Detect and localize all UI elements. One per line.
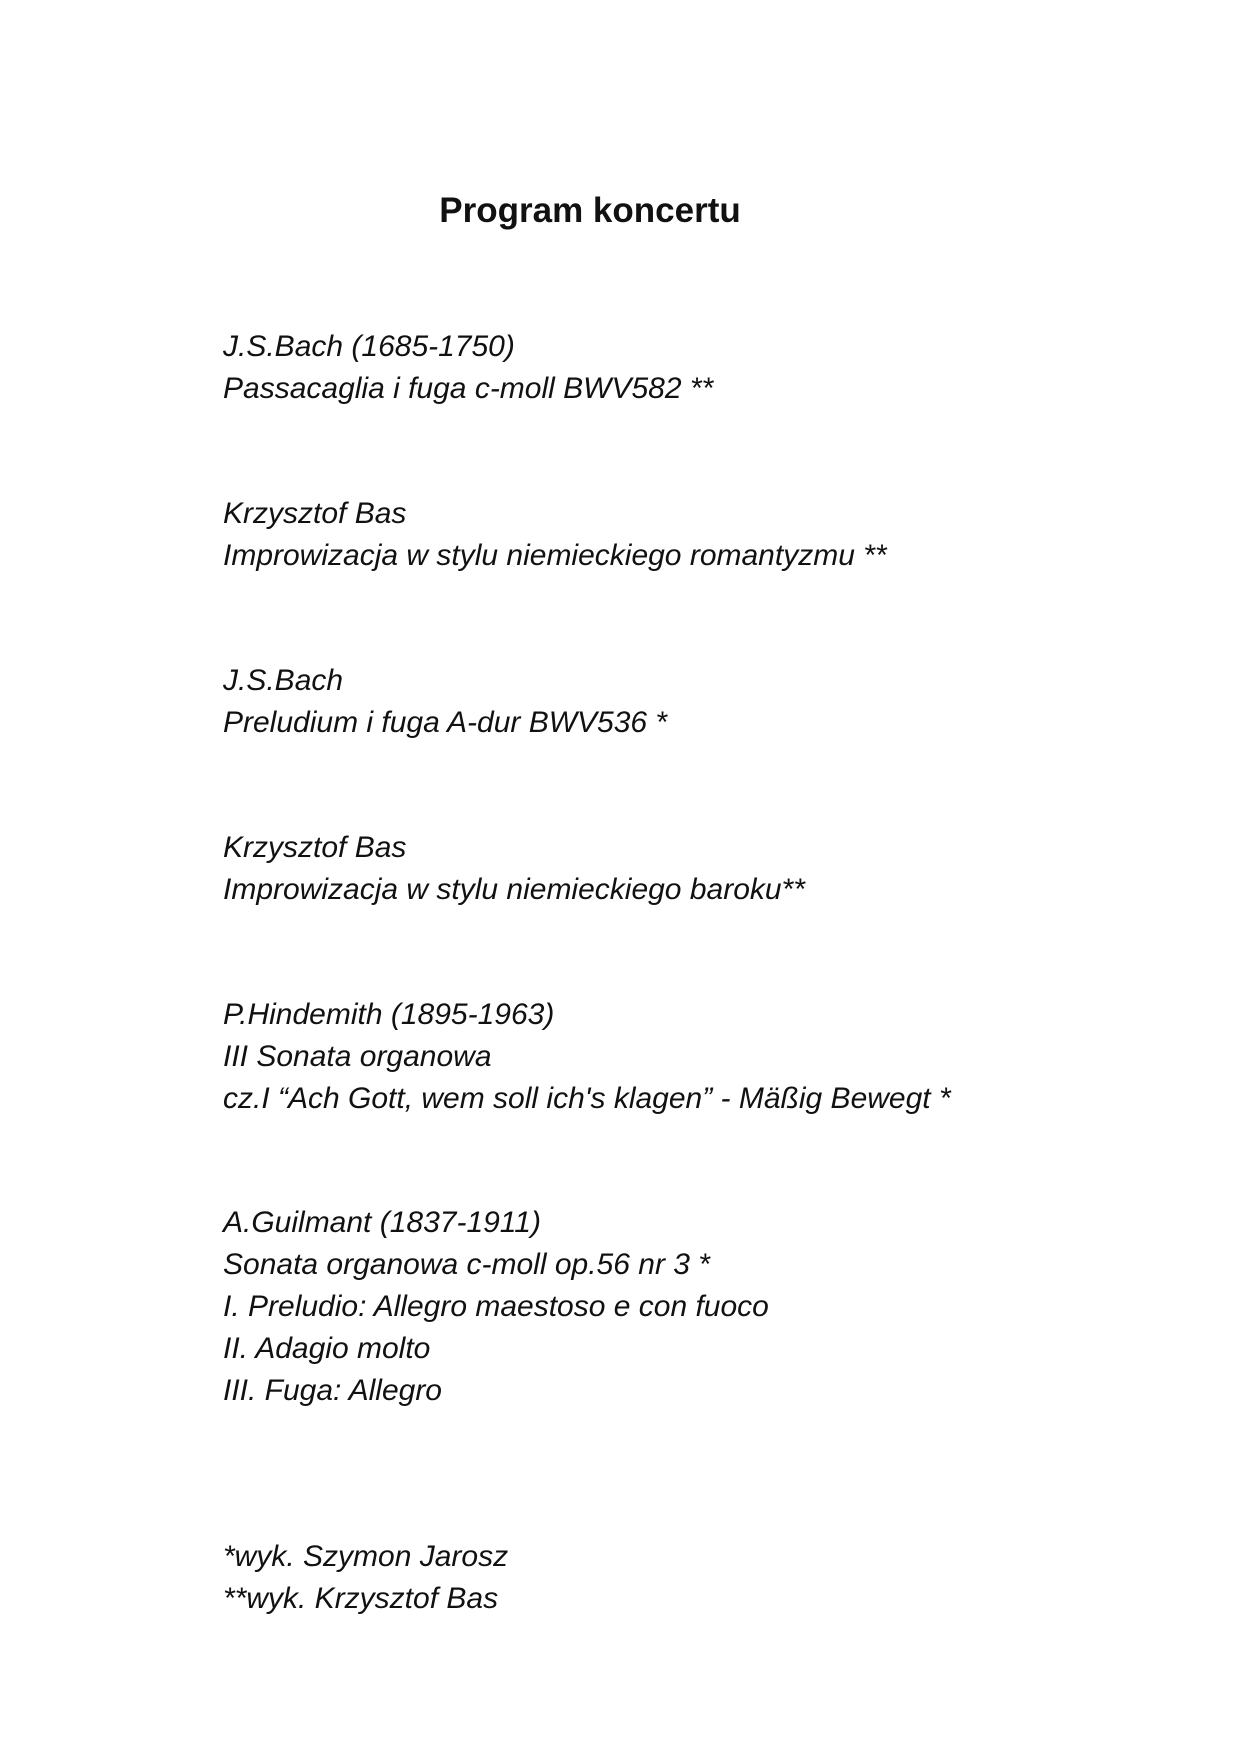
composer-line: J.S.Bach: [223, 664, 344, 697]
work-line: III Sonata organowa: [223, 1040, 492, 1073]
performer-line: *wyk. Szymon Jarosz: [223, 1540, 509, 1573]
movement-line: II. Adagio molto: [223, 1332, 431, 1365]
program-entry-2: [223, 493, 887, 577]
composer-line: Krzysztof Bas: [223, 497, 407, 530]
work-line: Improwizacja w stylu niemieckiego romantyzmu **: [223, 539, 887, 572]
composer-line: P.Hindemith (1895-1963): [223, 998, 555, 1031]
composer-line: J.S.Bach (1685-1750): [223, 330, 515, 363]
program-entry-3: [223, 660, 667, 744]
work-line: Improwizacja w stylu niemieckiego baroku**: [223, 873, 805, 906]
work-line: Preludium i fuga A-dur BWV536 *: [223, 706, 668, 739]
performers-note: [223, 1536, 508, 1620]
work-line: Passacaglia i fuga c-moll BWV582 **: [223, 372, 714, 405]
performer-line: **wyk. Krzysztof Bas: [223, 1582, 499, 1615]
movement-line: I. Preludio: Allegro maestoso e con fuoco: [223, 1290, 769, 1323]
program-entry-5: [223, 994, 951, 1120]
composer-line: A.Guilmant (1837-1911): [223, 1206, 541, 1239]
program-entry-6: [223, 1202, 769, 1412]
composer-line: Krzysztof Bas: [223, 831, 407, 864]
work-line: Sonata organowa c-moll op.56 nr 3 *: [223, 1248, 710, 1281]
movement-line: cz.I “Ach Gott, wem soll ich's klagen” - Mäßig Bewegt *: [223, 1082, 951, 1115]
movement-line: III. Fuga: Allegro: [223, 1374, 442, 1407]
program-entry-4: [223, 827, 805, 911]
program-entry-1: [223, 326, 713, 410]
page-title: Program koncertu: [439, 191, 741, 230]
